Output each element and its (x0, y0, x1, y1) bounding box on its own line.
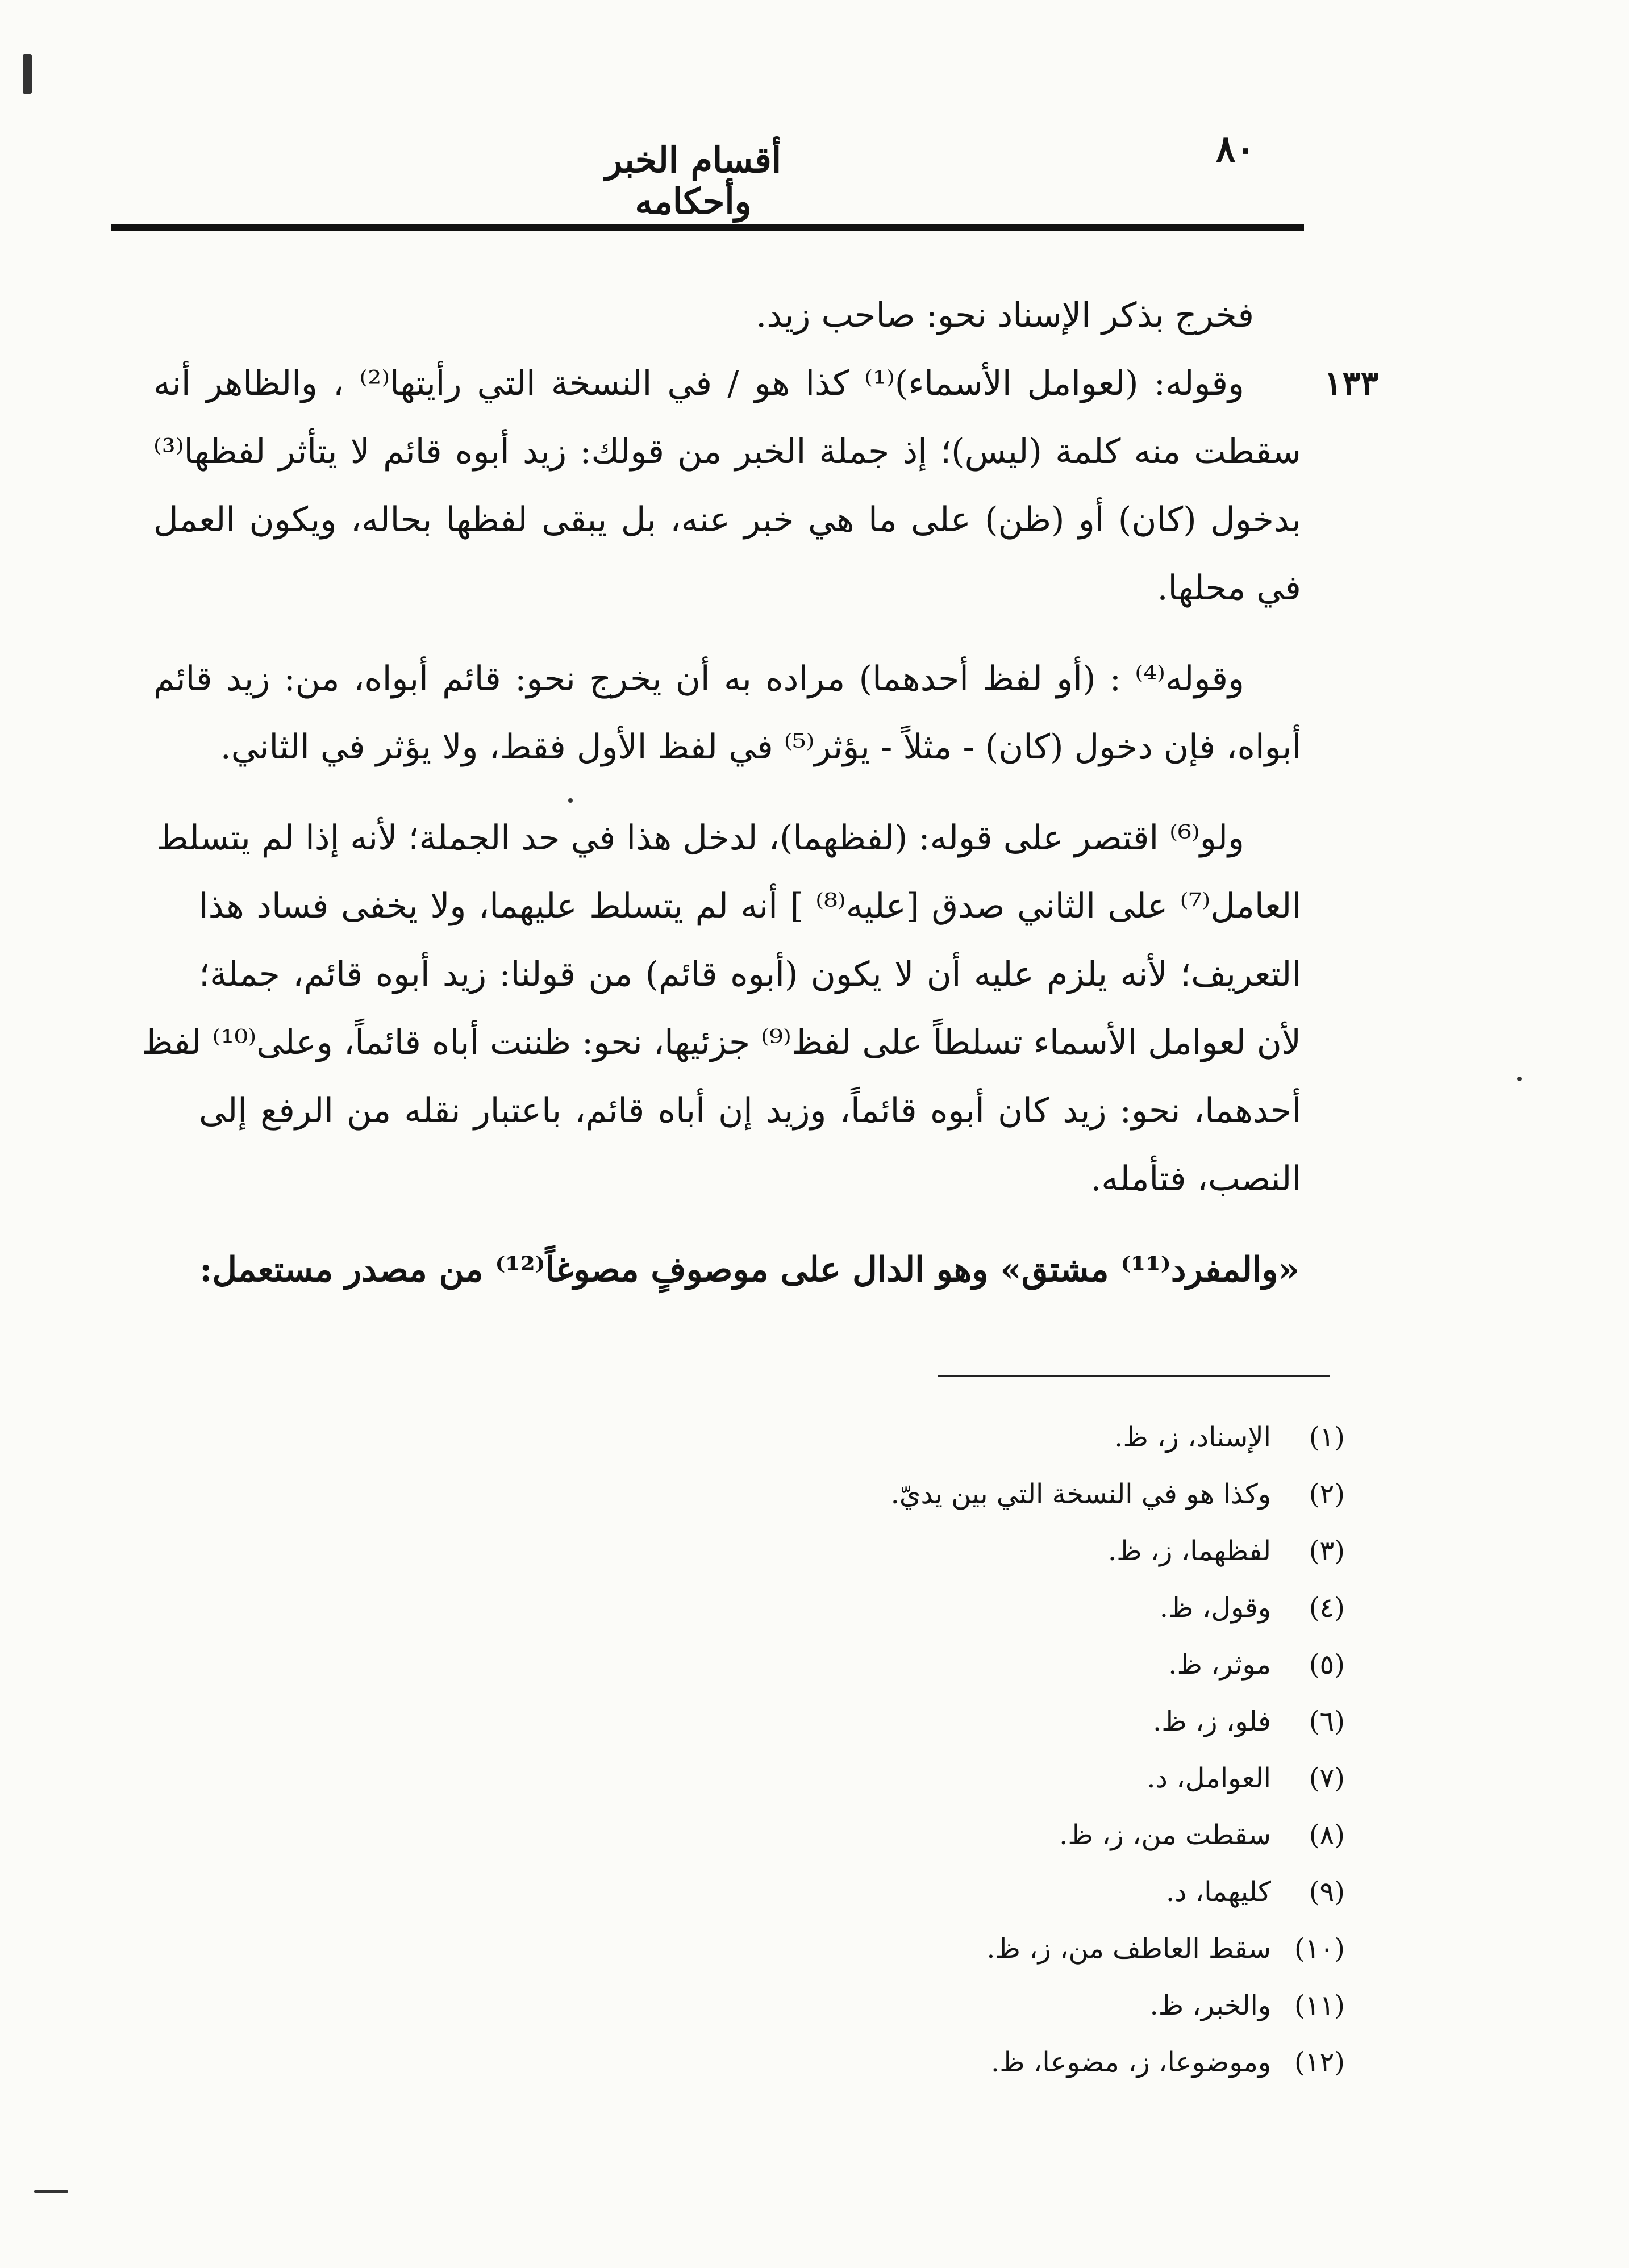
footnote (891, 1477, 1345, 1517)
footnote-text: سقط العاطف من، ز، ظ. (986, 1933, 1271, 1965)
body-line: سقطت منه كلمة (ليس)؛ إذ جملة الخبر من قولك: زيد أبوه قائم لا يتأثر لفظها⁽³⁾ (153, 432, 1301, 472)
footnote (1059, 1818, 1345, 1858)
footnote (1150, 1988, 1345, 2028)
body-line: النصب، فتأمله. (1090, 1159, 1301, 1199)
footnote-number: (١٢) (1294, 2046, 1345, 2078)
footnote-number: (١١) (1294, 1990, 1345, 2021)
body-line: لأن لعوامل الأسماء تسلطاً على لفظ⁽⁹⁾ جزئيها، نحو: ظننت أباه قائماً، وعلى⁽¹⁰⁾ لفظ (141, 1023, 1301, 1062)
footnote-number: (٦) (1309, 1706, 1345, 1737)
footnote-number: (٥) (1309, 1649, 1345, 1681)
footnote-number: (٨) (1309, 1819, 1345, 1851)
footnote-text: وقول، ظ. (1159, 1592, 1271, 1624)
footnote-number: (٤) (1309, 1592, 1345, 1624)
footnote-rule (938, 1375, 1330, 1377)
footnote-number: (٧) (1309, 1762, 1345, 1794)
footnote-text: الإسناد، ز، ظ. (1114, 1421, 1271, 1453)
section-number: ١٣٣ (1324, 364, 1379, 403)
footnote-text: والخبر، ظ. (1149, 1990, 1271, 2021)
footnote (986, 1932, 1345, 1971)
body-line: وقوله⁽⁴⁾ : (أو لفظ أحدهما) مراده به أن يخرج نحو: قائم أبواه، من: زيد قائم (153, 659, 1244, 699)
footnote-number: (١) (1309, 1421, 1345, 1453)
footnote (1160, 1591, 1345, 1631)
footnote-number: (٩) (1309, 1876, 1345, 1908)
footnote-number: (١٠) (1294, 1933, 1345, 1965)
definition-line: «والمفرد⁽¹¹⁾ مشتق» وهو الدال على موصوفٍ مصوغاً⁽¹²⁾ من مصدر مستعمل: (199, 1250, 1299, 1290)
footnote-text: موثر، ظ. (1168, 1649, 1271, 1681)
scan-speck (23, 54, 32, 94)
footnote (991, 2045, 1345, 2085)
body-line: التعريف؛ لأنه يلزم عليه أن لا يكون (أبوه قائم) من قولنا: زيد أبوه قائم، جملة؛ (199, 954, 1301, 994)
footnote (1147, 1761, 1345, 1801)
footnote-text: كليهما، د. (1165, 1876, 1271, 1908)
body-line: ولو⁽⁶⁾ اقتصر على قوله: (لفظهما)، لدخل هذا في حد الجملة؛ لأنه إذا لم يتسلط (156, 818, 1244, 858)
scan-speck (34, 2190, 68, 2193)
body-line: في محلها. (1157, 568, 1301, 608)
footnote-text: وكذا هو في النسخة التي بين يديّ. (890, 1478, 1271, 1510)
footnote (1108, 1534, 1345, 1574)
footnote (1168, 1648, 1345, 1687)
body-line: أحدهما، نحو: زيد كان أبوه قائماً، وزيد إن أباه قائم، باعتبار نقله من الرفع إلى (199, 1091, 1301, 1131)
body-line: وقوله: (لعوامل الأسماء)⁽¹⁾ كذا هو / في النسخة التي رأيتها⁽²⁾ ، والظاهر أنه (153, 364, 1245, 403)
body-line: بدخول (كان) أو (ظن) على ما هي خبر عنه، بل يبقى لفظها بحاله، ويكون العمل (153, 500, 1301, 540)
footnote-text: فلو، ز، ظ. (1153, 1706, 1271, 1737)
footnote-text: لفظهما، ز، ظ. (1107, 1535, 1271, 1567)
scan-speck (568, 798, 573, 803)
footnote (1153, 1704, 1345, 1744)
footnote-text: سقطت من، ز، ظ. (1059, 1819, 1271, 1851)
footnote-text: وموضوعا، ز، مضوعا، ظ. (991, 2046, 1271, 2078)
footnote (1166, 1875, 1345, 1915)
running-head: أقسام الخبر وأحكامه (605, 139, 782, 222)
page-number: ٨٠ (1216, 128, 1255, 170)
footnote-number: (٣) (1309, 1535, 1345, 1567)
scan-speck (1517, 1077, 1522, 1081)
footnote-number: (٢) (1309, 1478, 1345, 1510)
header-rule (111, 224, 1304, 231)
body-line: العامل⁽⁷⁾ على الثاني صدق [عليه⁽⁸⁾ ] أنه لم يتسلط عليهما، ولا يخفى فساد هذا (199, 886, 1301, 926)
footnote-text: العوامل، د. (1147, 1762, 1271, 1794)
footnote (1114, 1420, 1345, 1460)
body-line: فخرج بذكر الإسناد نحو: صاحب زيد. (756, 295, 1254, 335)
body-line: أبواه، فإن دخول (كان) - مثلاً - يؤثر⁽⁵⁾ في لفظ الأول فقط، ولا يؤثر في الثاني. (220, 727, 1301, 767)
